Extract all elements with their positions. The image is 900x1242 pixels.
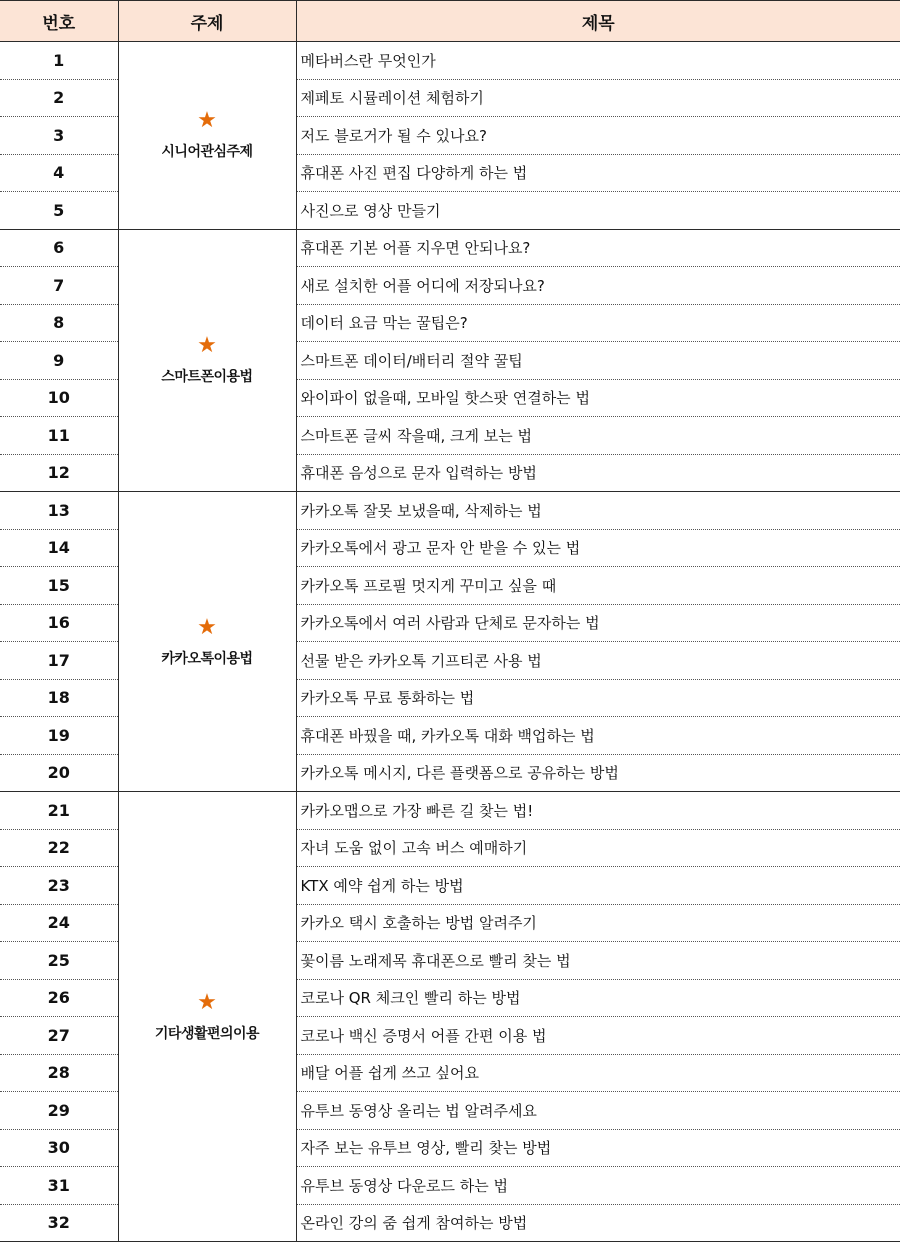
row-number: 8 <box>0 304 118 342</box>
topic-label: 기타생활편의이용 <box>154 1025 260 1042</box>
table-row <box>0 792 900 830</box>
row-number: 30 <box>0 1129 118 1167</box>
table-row <box>0 492 900 530</box>
row-number: 9 <box>0 342 118 380</box>
row-title: 카카오톡에서 여러 사람과 단체로 문자하는 법 <box>296 604 900 642</box>
row-title: 스마트폰 글씨 작을때, 크게 보는 법 <box>296 417 900 455</box>
topic-cell <box>118 492 296 792</box>
row-number: 19 <box>0 717 118 755</box>
row-number: 10 <box>0 379 118 417</box>
row-title: 유투브 동영상 올리는 법 알려주세요 <box>296 1092 900 1130</box>
topic-cell <box>118 229 296 492</box>
row-number: 14 <box>0 529 118 567</box>
row-number: 26 <box>0 979 118 1017</box>
row-number: 23 <box>0 867 118 905</box>
row-title: 와이파이 없을때, 모바일 핫스팟 연결하는 법 <box>296 379 900 417</box>
table-header <box>0 1 900 42</box>
row-title: 저도 블로거가 될 수 있나요? <box>296 117 900 155</box>
row-number: 29 <box>0 1092 118 1130</box>
row-number: 4 <box>0 154 118 192</box>
topic-label: 스마트폰이용법 <box>161 369 253 386</box>
row-number: 6 <box>0 229 118 267</box>
row-number: 15 <box>0 567 118 605</box>
row-number: 28 <box>0 1054 118 1092</box>
row-title: 배달 어플 쉽게 쓰고 싶어요 <box>296 1054 900 1092</box>
row-number: 21 <box>0 792 118 830</box>
row-title: 메타버스란 무엇인가 <box>296 42 900 80</box>
row-number: 17 <box>0 642 118 680</box>
row-number: 24 <box>0 904 118 942</box>
row-number: 20 <box>0 754 118 792</box>
row-title: KTX 예약 쉽게 하는 방법 <box>296 867 900 905</box>
row-title: 꽃이름 노래제목 휴대폰으로 빨리 찾는 법 <box>296 942 900 980</box>
row-number: 25 <box>0 942 118 980</box>
row-title: 새로 설치한 어플 어디에 저장되나요? <box>296 267 900 305</box>
row-title: 카카오 택시 호출하는 방법 알려주기 <box>296 904 900 942</box>
topic-cell <box>118 42 296 230</box>
header-num: 번호 <box>0 1 118 42</box>
table-row <box>0 42 900 80</box>
row-title: 유투브 동영상 다운로드 하는 법 <box>296 1167 900 1205</box>
row-number: 32 <box>0 1204 118 1242</box>
row-number: 11 <box>0 417 118 455</box>
row-title: 사진으로 영상 만들기 <box>296 192 900 230</box>
row-number: 3 <box>0 117 118 155</box>
row-number: 13 <box>0 492 118 530</box>
row-number: 31 <box>0 1167 118 1205</box>
row-title: 자주 보는 유투브 영상, 빨리 찾는 방법 <box>296 1129 900 1167</box>
header-row <box>0 1 900 42</box>
table-row <box>0 229 900 267</box>
topic-cell <box>118 792 296 1242</box>
row-title: 제페토 시뮬레이션 체험하기 <box>296 79 900 117</box>
row-number: 18 <box>0 679 118 717</box>
row-title: 카카오톡에서 광고 문자 안 받을 수 있는 법 <box>296 529 900 567</box>
topic-label: 시니어관심주제 <box>161 144 253 161</box>
row-title: 코로나 QR 체크인 빨리 하는 방법 <box>296 979 900 1017</box>
table-body <box>0 42 900 1242</box>
row-title: 데이터 요금 막는 꿀팁은? <box>296 304 900 342</box>
row-title: 카카오톡 프로필 멋지게 꾸미고 싶을 때 <box>296 567 900 605</box>
row-number: 1 <box>0 42 118 80</box>
row-number: 7 <box>0 267 118 305</box>
row-title: 스마트폰 데이터/배터리 절약 꿀팁 <box>296 342 900 380</box>
row-title: 카카오톡 무료 통화하는 법 <box>296 679 900 717</box>
row-title: 휴대폰 사진 편집 다양하게 하는 법 <box>296 154 900 192</box>
star-icon: ★ <box>197 108 217 134</box>
row-title: 온라인 강의 줌 쉽게 참여하는 방법 <box>296 1204 900 1242</box>
row-title: 휴대폰 바꿨을 때, 카카오톡 대화 백업하는 법 <box>296 717 900 755</box>
row-title: 자녀 도움 없이 고속 버스 예매하기 <box>296 829 900 867</box>
row-title: 선물 받은 카카오톡 기프티콘 사용 법 <box>296 642 900 680</box>
row-title: 카카오맵으로 가장 빠른 길 찾는 법! <box>296 792 900 830</box>
row-number: 2 <box>0 79 118 117</box>
row-title: 카카오톡 잘못 보냈을때, 삭제하는 법 <box>296 492 900 530</box>
star-icon: ★ <box>197 989 217 1015</box>
row-title: 코로나 백신 증명서 어플 간편 이용 법 <box>296 1017 900 1055</box>
row-number: 27 <box>0 1017 118 1055</box>
star-icon: ★ <box>197 333 217 359</box>
header-title: 제목 <box>296 1 900 42</box>
row-number: 16 <box>0 604 118 642</box>
row-title: 휴대폰 음성으로 문자 입력하는 방법 <box>296 454 900 492</box>
row-number: 12 <box>0 454 118 492</box>
row-number: 5 <box>0 192 118 230</box>
row-number: 22 <box>0 829 118 867</box>
row-title: 휴대폰 기본 어플 지우면 안되나요? <box>296 229 900 267</box>
topic-label: 카카오톡이용법 <box>161 650 253 667</box>
row-title: 카카오톡 메시지, 다른 플랫폼으로 공유하는 방법 <box>296 754 900 792</box>
star-icon: ★ <box>197 614 217 640</box>
header-topic: 주제 <box>118 1 296 42</box>
